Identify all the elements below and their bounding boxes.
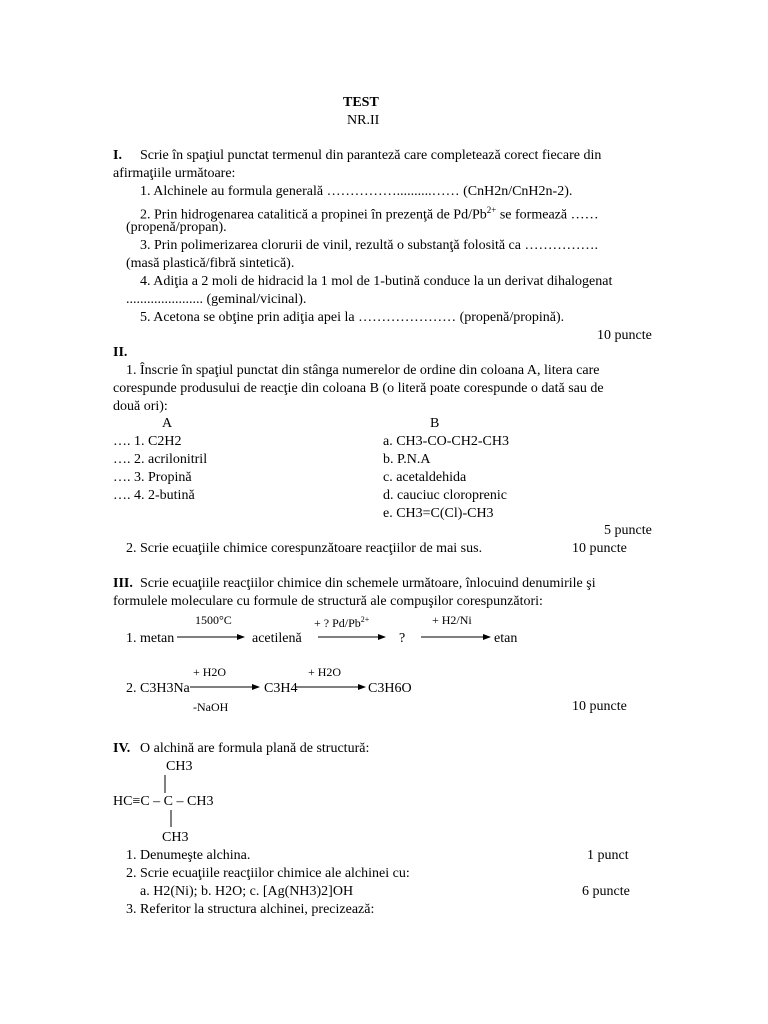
scheme-1-condition-3: + H2/Ni: [432, 613, 472, 627]
scheme-2-reactant: 2. C3H3Na: [126, 681, 190, 696]
scheme-1-reactant: 1. metan: [126, 631, 175, 646]
column-a-item: …. 3. Propină: [113, 470, 192, 485]
section-4-question-3: 3. Referitor la structura alchinei, precizează:: [126, 902, 375, 917]
section-1-intro: Scrie în spaţiul punctat termenul din paranteză care completează corect fiecare din: [140, 148, 602, 163]
scheme-2-product-2: C3H6O: [368, 681, 412, 696]
section-4-points-1: 1 punct: [587, 848, 629, 863]
scheme-2-condition-1: + H2O: [193, 665, 227, 679]
scheme-1-product-1: acetilenă: [252, 631, 302, 646]
section-1-points: 10 puncte: [597, 328, 652, 343]
section-1-item-2-options: (propenă/propan).: [126, 220, 227, 235]
structure-ch3-bottom: CH3: [162, 830, 189, 845]
scheme-1-condition-1: 1500°C: [195, 613, 232, 627]
section-1-item-4-options: ...................... (geminal/vicinal).: [126, 292, 307, 307]
column-a-item: …. 2. acrilonitril: [113, 452, 208, 467]
section-2-intro-end: două ori):: [113, 399, 168, 414]
section-3-roman: III.: [113, 576, 133, 591]
section-1-item-3-options: (masă plastică/fibră sintetică).: [126, 256, 295, 271]
section-4-question-2: 2. Scrie ecuaţiile reacţiilor chimice ale alchinei cu:: [126, 866, 410, 881]
section-1-item-2: 2. Prin hidrogenarea catalitică a propinei în prezenţă de $Pd/Pb^{2+}$ se formează ……: [140, 205, 599, 223]
scheme-2-condition-1b: -NaOH: [193, 700, 229, 714]
section-1-item-3: 3. Prin polimerizarea clorurii de vinil, rezultă o substanţă folosită ca …………….: [140, 238, 598, 253]
column-b-item: c. acetaldehida: [383, 470, 467, 485]
section-1-item-4: 4. Adiţia a 2 moli de hidracid la 1 mol de 1-butină conduce la un derivat dihalogenat: [140, 274, 613, 289]
section-1-roman: I.: [113, 148, 122, 163]
section-2-intro-cont: corespunde produsului de reacţie din coloana B (o literă poate corespunde o dată sau de: [113, 381, 604, 396]
scheme-2-condition-2: + H2O: [308, 665, 342, 679]
scheme-1-product-3: etan: [494, 631, 518, 646]
column-a-item: …. 4. 2-butină: [113, 488, 195, 503]
section-3-intro: Scrie ecuaţiile reacţiilor chimice din schemele următoare, înlocuind denumirile şi: [140, 576, 596, 591]
column-b-item: a. CH3-CO-CH2-CH3: [383, 434, 509, 449]
section-4-points-2: 6 puncte: [582, 884, 630, 899]
section-4-question-2-options: a. H2(Ni); b. H2O; c. [Ag(NH3)2]OH: [140, 884, 354, 899]
section-2-roman: II.: [113, 345, 128, 360]
section-2-points-1: 5 puncte: [604, 523, 652, 538]
section-2-points-2: 10 puncte: [572, 541, 627, 556]
structure-ch3-top: CH3: [166, 759, 193, 774]
scheme-2-product-1: C3H4: [264, 681, 298, 696]
section-1-intro-cont: afirmaţiile următoare:: [113, 166, 236, 181]
section-4-intro: O alchină are formula plană de structură:: [140, 741, 370, 756]
column-a-item: …. 1. C2H2: [113, 434, 182, 449]
column-b-header: B: [430, 416, 440, 431]
page-title: TEST: [343, 95, 379, 110]
column-b-item: b. P.N.A: [383, 452, 431, 467]
section-4-question-1: 1. Denumeşte alchina.: [126, 848, 251, 863]
section-4-roman: IV.: [113, 741, 131, 756]
column-b-item: d. cauciuc cloroprenic: [383, 488, 507, 503]
general-formula: CnH2n/CnH2n-2: [467, 184, 565, 199]
structure-chain: HC≡C – C – CH3: [113, 794, 214, 809]
scheme-1-product-2: ?: [399, 631, 406, 646]
section-1-item-5: 5. Acetona se obţine prin adiţia apei la ………………… (propenă/propină).: [140, 310, 565, 325]
section-2-intro: 1. Înscrie în spaţiul punctat din stânga numerelor de ordine din coloana A, litera care: [126, 363, 600, 378]
column-b-item: e. CH3=C(Cl)-CH3: [383, 506, 494, 521]
test-number: NR.II: [347, 113, 380, 128]
section-1-item-1: 1. Alchinele au formula generală ……………..........…… (CnH2n/CnH2n-2).: [140, 184, 573, 199]
column-a-header: A: [162, 416, 173, 431]
section-2-question-2: 2. Scrie ecuaţiile chimice corespunzătoare reacţiilor de mai sus.: [126, 541, 483, 556]
section-3-intro-cont: formulele moleculare cu formule de structură ale compuşilor corespunzători:: [113, 594, 543, 609]
section-3-points: 10 puncte: [572, 699, 627, 714]
scheme-1-condition-2: + ? $Pd/Pb^{2+}$: [314, 615, 370, 630]
